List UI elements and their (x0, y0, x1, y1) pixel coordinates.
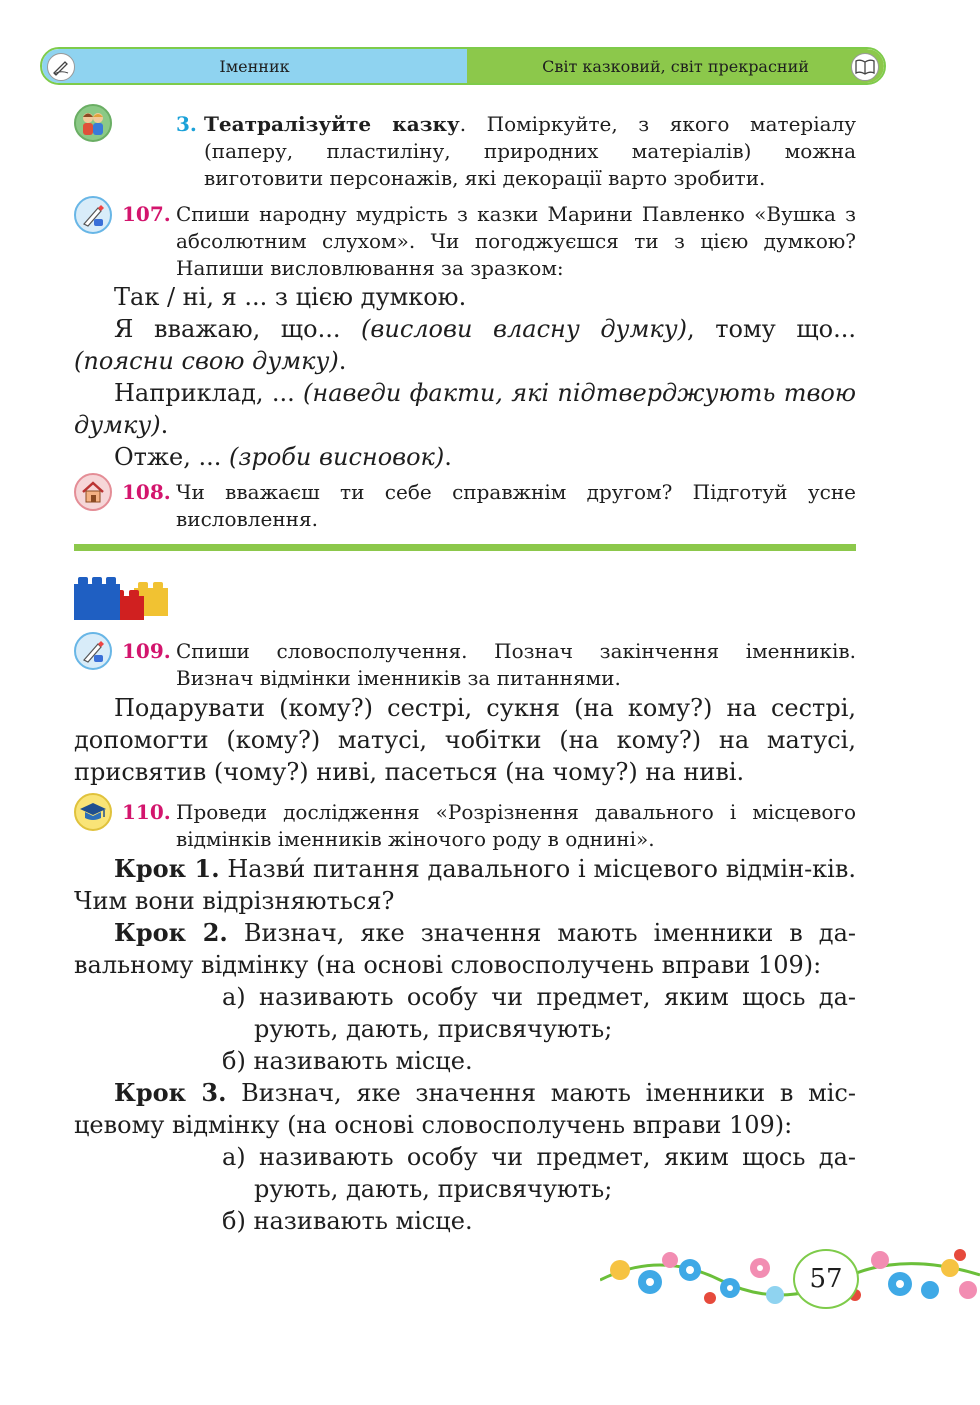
children-icon (74, 104, 112, 142)
task-number: 110. (122, 800, 171, 824)
task-number: 107. (122, 202, 171, 226)
text-span: . (160, 411, 169, 439)
task-text: Спиши народну мудрість з казки Марини Павленко «Вушка з абсолютним слухом». Чи погоджуєшся ти з цією думкою? Напиши висловлювання за зразком: (176, 202, 856, 280)
task-108 (122, 479, 856, 533)
house-icon (74, 473, 112, 511)
task-110-steps (74, 853, 856, 981)
task-3 (176, 111, 856, 192)
task-text (176, 111, 856, 192)
hint: (зроби висновок) (229, 443, 445, 471)
header-chapter-title: Світ казковий, світ прекрасний (542, 56, 809, 76)
graduation-cap-icon (74, 793, 112, 831)
book-icon (851, 53, 879, 81)
step-2-options (222, 981, 856, 1077)
step-2 (74, 917, 856, 981)
text-span: , тому що... (687, 315, 856, 343)
writing-hand-icon (74, 632, 112, 670)
phrase-list: Подарувати (кому?) сестрі, сукня (на кому?) на сестрі, допомогти (кому?) матусі, чобітки (на кому?) на матусі, присвятив (чому?) ниві, пасеться (на чому?) на ниві. (74, 694, 856, 786)
header-right (467, 49, 884, 83)
task-107-template (74, 281, 856, 473)
option-a: а) називають особу чи предмет, яким щось да-рують, дають, присвячують; (222, 1143, 856, 1203)
template-line-4 (74, 441, 856, 473)
task-text: Проведи дослідження «Розрізнення давального і місцевого відмінків іменників жіночого роду в однині». (176, 800, 856, 851)
option-a: а) називають особу чи предмет, яким щось да-рують, дають, присвячують; (222, 983, 856, 1043)
hint: (наведи факти, які підтверджують твою думку) (74, 379, 856, 439)
task-109 (122, 638, 856, 692)
task-title: Театралізуйте казку (204, 112, 460, 136)
step-text: Назви́ питання давального і місцевого відмін-ків. Чим вони відрізняються? (74, 855, 856, 915)
task-number: 109. (122, 639, 171, 663)
step-label: Крок 1. (114, 854, 220, 883)
step-label: Крок 2. (114, 918, 228, 947)
header-section-title: Іменник (219, 56, 290, 76)
text-span: Наприклад, ... (114, 379, 304, 407)
step-text: Визнач, яке значення мають іменники в да-вальному відмінку (на основі словосполучень вправи 109): (74, 919, 856, 979)
lego-blocks-icon (74, 574, 170, 622)
header-left (42, 49, 467, 83)
page-number: 57 (793, 1249, 859, 1309)
writing-hand-icon (74, 196, 112, 234)
task-text: Чи вважаєш ти себе справжнім другом? Підготуй усне висловлення. (176, 480, 856, 531)
task-107 (122, 201, 856, 282)
flowers-decoration (600, 1240, 980, 1315)
template-line-2 (74, 313, 856, 377)
pen-icon (47, 53, 75, 81)
task-number: 3. (176, 112, 197, 136)
task-number: 108. (122, 480, 171, 504)
step-text: Визнач, яке значення мають іменники в міс-цевому відмінку (на основі словосполучень вправи 109): (74, 1079, 856, 1139)
step-3-options (222, 1141, 856, 1237)
section-divider (74, 544, 856, 551)
text-span: Отже, ... (114, 443, 230, 471)
hint: (поясни свою думку) (74, 347, 339, 375)
page-header (40, 47, 886, 85)
step-3 (74, 1077, 856, 1141)
hint: (вислови власну думку) (361, 315, 687, 343)
template-line-1: Так / ні, я ... з цією думкою. (114, 283, 467, 311)
task-body: . Поміркуйте, з якого матеріалу (паперу, пластиліну, природних матеріалів) можна виготовити персонажів, які декорації варто зробити. (204, 112, 856, 190)
text-span: . (444, 443, 452, 471)
step-label: Крок 3. (114, 1078, 227, 1107)
template-line-3 (74, 377, 856, 441)
task-110-step-3 (74, 1077, 856, 1141)
option-b: б) називають місце. (222, 1047, 473, 1075)
text-span: . (338, 347, 347, 375)
task-109-body (74, 692, 856, 788)
task-text: Спиши словосполучення. Познач закінчення іменників. Визнач відмінки іменників за питаннями. (176, 639, 856, 690)
option-b: б) називають місце. (222, 1207, 473, 1235)
text-span: Я вважаю, що... (114, 315, 362, 343)
step-1 (74, 853, 856, 917)
task-110 (122, 799, 856, 853)
